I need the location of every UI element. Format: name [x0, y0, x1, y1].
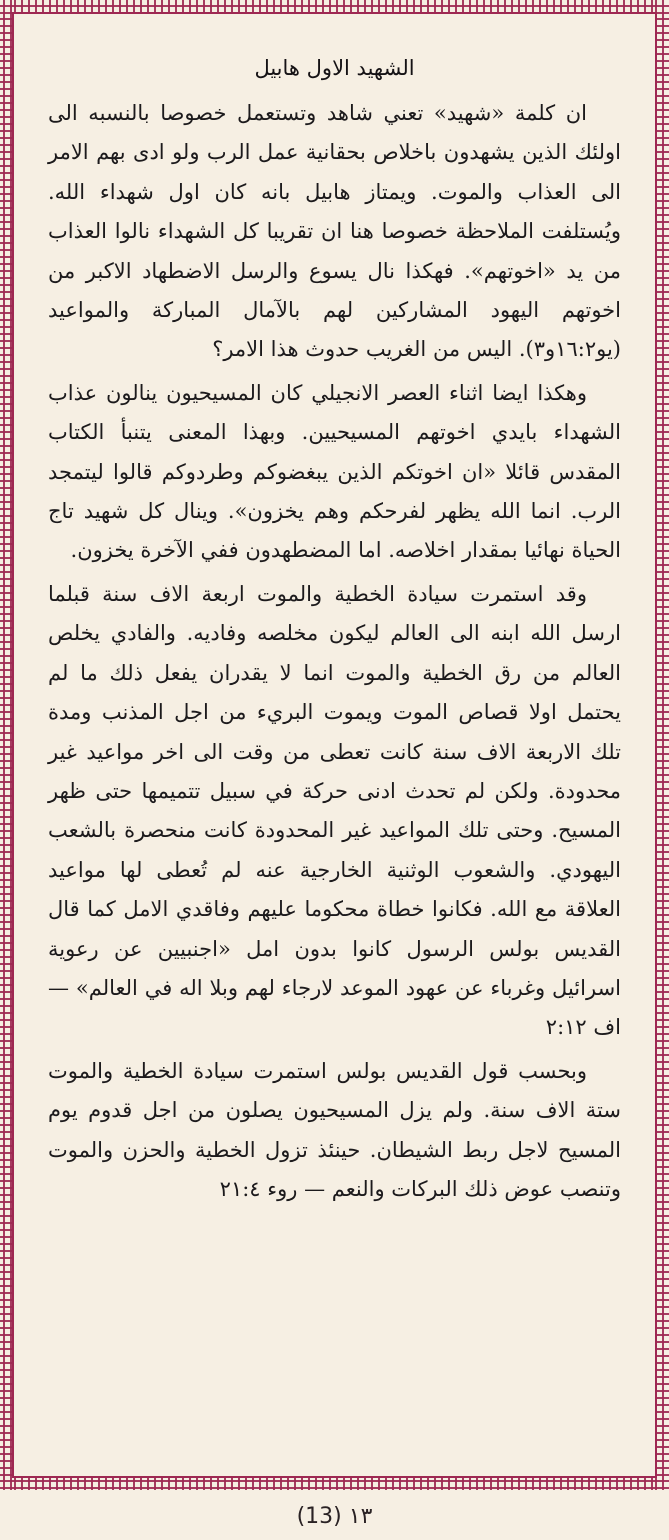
paragraph-4: وبحسب قول القديس بولس استمرت سيادة الخطية والموت ستة الاف سنة. ولم يزل المسيحيون يصلون من اجل قدوم يوم المسيح لاجل ربط الشيطان. حينئذ تزول الخطية والحزن والموت وتنصب عوض ذلك البركات والنعم — روء ٢١:٤	[48, 1058, 621, 1201]
page-number: (13) ١٣	[296, 1504, 373, 1529]
paragraph-3: وقد استمرت سيادة الخطية والموت اربعة الاف سنة قبلما ارسل الله ابنه الى العالم ليكون مخلصه وفاديه. والفادي يخلص العالم من رق الخطية والموت انما لا يقدران يفعل ذلك ما لم يحتمل اولا قصاص الموت ويموت البريء من اجل المذنب ومدة تلك الاربعة الاف سنة كانت تعطى من وقت الى اخر مواعيد غير محدودة. ولكن لم تحدث ادنى حركة في سبيل تتميمها حتى ظهر المسيح. وحتى تلك المواعيد غير المحدودة كانت منحصرة بالشعب اليهودي. والشعوب الوثنية الخارجية عنه لم تُعطى لها مواعيد العلاقة مع الله. فكانوا خطاة محكوما عليهم وفاقدي الامل كما قال القديس بولس الرسول كانوا بدون امل «اجنبيين عن رعوية اسرائيل وغرباء عن عهود الموعد لارجاء لهم وبلا اله في العالم» — اف ٢:١٢	[48, 581, 621, 1040]
page-title: الشهيد الاول هابيل	[254, 56, 415, 80]
paragraph-1: ان كلمة «شهيد» تعني شاهد وتستعمل خصوصا بالنسبه الى اولئك الذين يشهدون باخلاص بحقانية عمل الرب ولو ادى بهم الامر الى العذاب والموت. ويمتاز هابيل بانه كان اول شهداء الله. ويُستلفت الملاحظة خصوصا هنا ان تقريبا كل الشهداء نالوا العذاب من يد «اخوتهم». فهكذا نال يسوع والرسل الاضطهاد الاكبر من اخوتهم اليهود المشاركين لهم بالآمال المباركة والمواعيد (يو١٦:٢و٣). اليس من الغريب حدوث هذا الامر؟	[48, 101, 621, 362]
paragraph-2: وهكذا ايضا اثناء العصر الانجيلي كان المسيحيون ينالون عذاب الشهداء بايدي اخوتهم المسيحيين. وبهذا المعنى يتنبأ الكتاب المقدس قائلا «ان اخوتكم الذين يبغضوكم وطردوكم قالوا ليتمجد الرب. انما الله يظهر لفرحكم وهم يخزون». وينال كل شهيد تاج الحياة نهائيا بمقدار اخلاصه. اما المضطهدون ففي الآخرة يخزون.	[48, 380, 621, 563]
article	[48, 48, 621, 1456]
page-body	[14, 14, 655, 1476]
